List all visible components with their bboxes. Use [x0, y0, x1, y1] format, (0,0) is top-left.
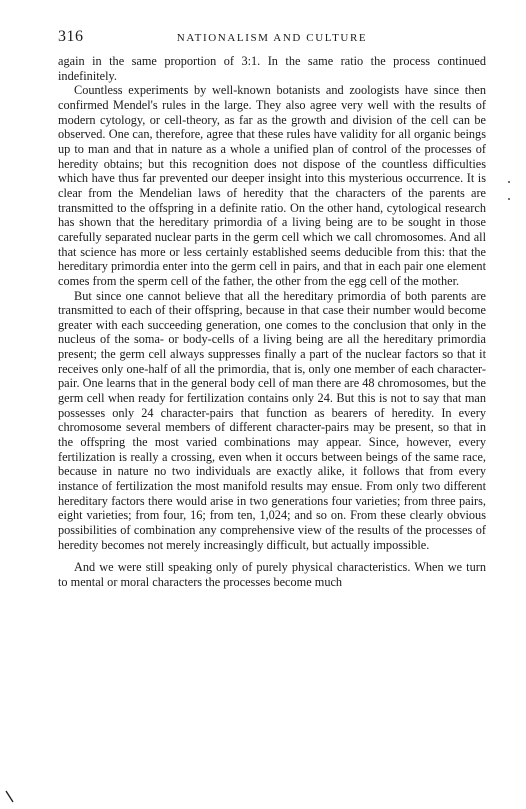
margin-speck	[508, 198, 510, 200]
book-page	[58, 28, 486, 590]
running-head: NATIONALISM AND CULTURE	[176, 32, 368, 44]
paragraph: Countless experiments by well-known botanists and zoologists have since then confirmed Mendel's rules in the large. They also agree very well with the results of modern cytology, or cell-theory, as far as the growth and division of the cell can be observed. One can, therefore, agree that these rules have validity for all organic beings up to man and that in nature as a whole a unified plan of control of the processes of heredity obtains; but this recognition does not dispose of the countless difficulties which have thus far prevented our deeper insight into this mysterious occurrence. It is clear from the Mendelian laws of heredity that the characters of the parents are transmitted to the offspring in a definite ratio. On the other hand, cytological research has shown that the hereditary primordia of a living being are to be sought in those carefully separated nuclear parts in the germ cell which we call chromosomes. And all that science has more or less certainly established seems deducible from this: that the hereditary primordia enter into the germ cell in pairs, and that in each pair one element comes from the sperm cell of the father, the other from the egg cell of the mother.	[58, 83, 486, 288]
paragraph: But since one cannot believe that all the hereditary primordia of both parents are transmitted to each of their offspring, because in that case their number would become greater with each succeeding generation, one comes to the conclusion that only in the nucleus of the soma- or body-cells of a living being are all the hereditary primordia present; the germ cell always suppresses finally a part of the nuclear factors so that it receives only one-half of all the primordia, that is, only one member of each character-pair. One learns that in the general body cell of man there are 48 chromosomes, but the germ cell when ready for fertilization contains only 24. But this is not to say that man possesses only 24 character-pairs that function as bearers of heredity. In every chromosome several members of different character-pairs may be present, so that in the offspring the most varied combinations may appear. Since, however, every fertilization is really a crossing, even when it occurs between beings of the same race, because in nature no two individuals are exactly alike, it follows that from every instance of fertilization the most manifold results may ensue. From only two different hereditary factors there would arise in two generations four varieties; from three pairs, eight varieties; from four, 16; from ten, 1,024; and so on. From these clearly obvious possibilities of combination any comprehensive view of the results of the processes of heredity becomes not merely increasingly difficult, but actually impossible.	[58, 288, 486, 552]
page-header	[58, 28, 486, 50]
body-text	[58, 54, 486, 590]
page-number: 316	[58, 28, 84, 45]
paragraph-continuation: again in the same proportion of 3:1. In the same ratio the process continued indefinitely.	[58, 54, 486, 83]
margin-speck	[508, 181, 510, 183]
paragraph: And we were still speaking only of purely physical characteristics. When we turn to mental or moral characters the processes become much	[58, 560, 486, 589]
corner-scan-mark	[4, 790, 16, 804]
